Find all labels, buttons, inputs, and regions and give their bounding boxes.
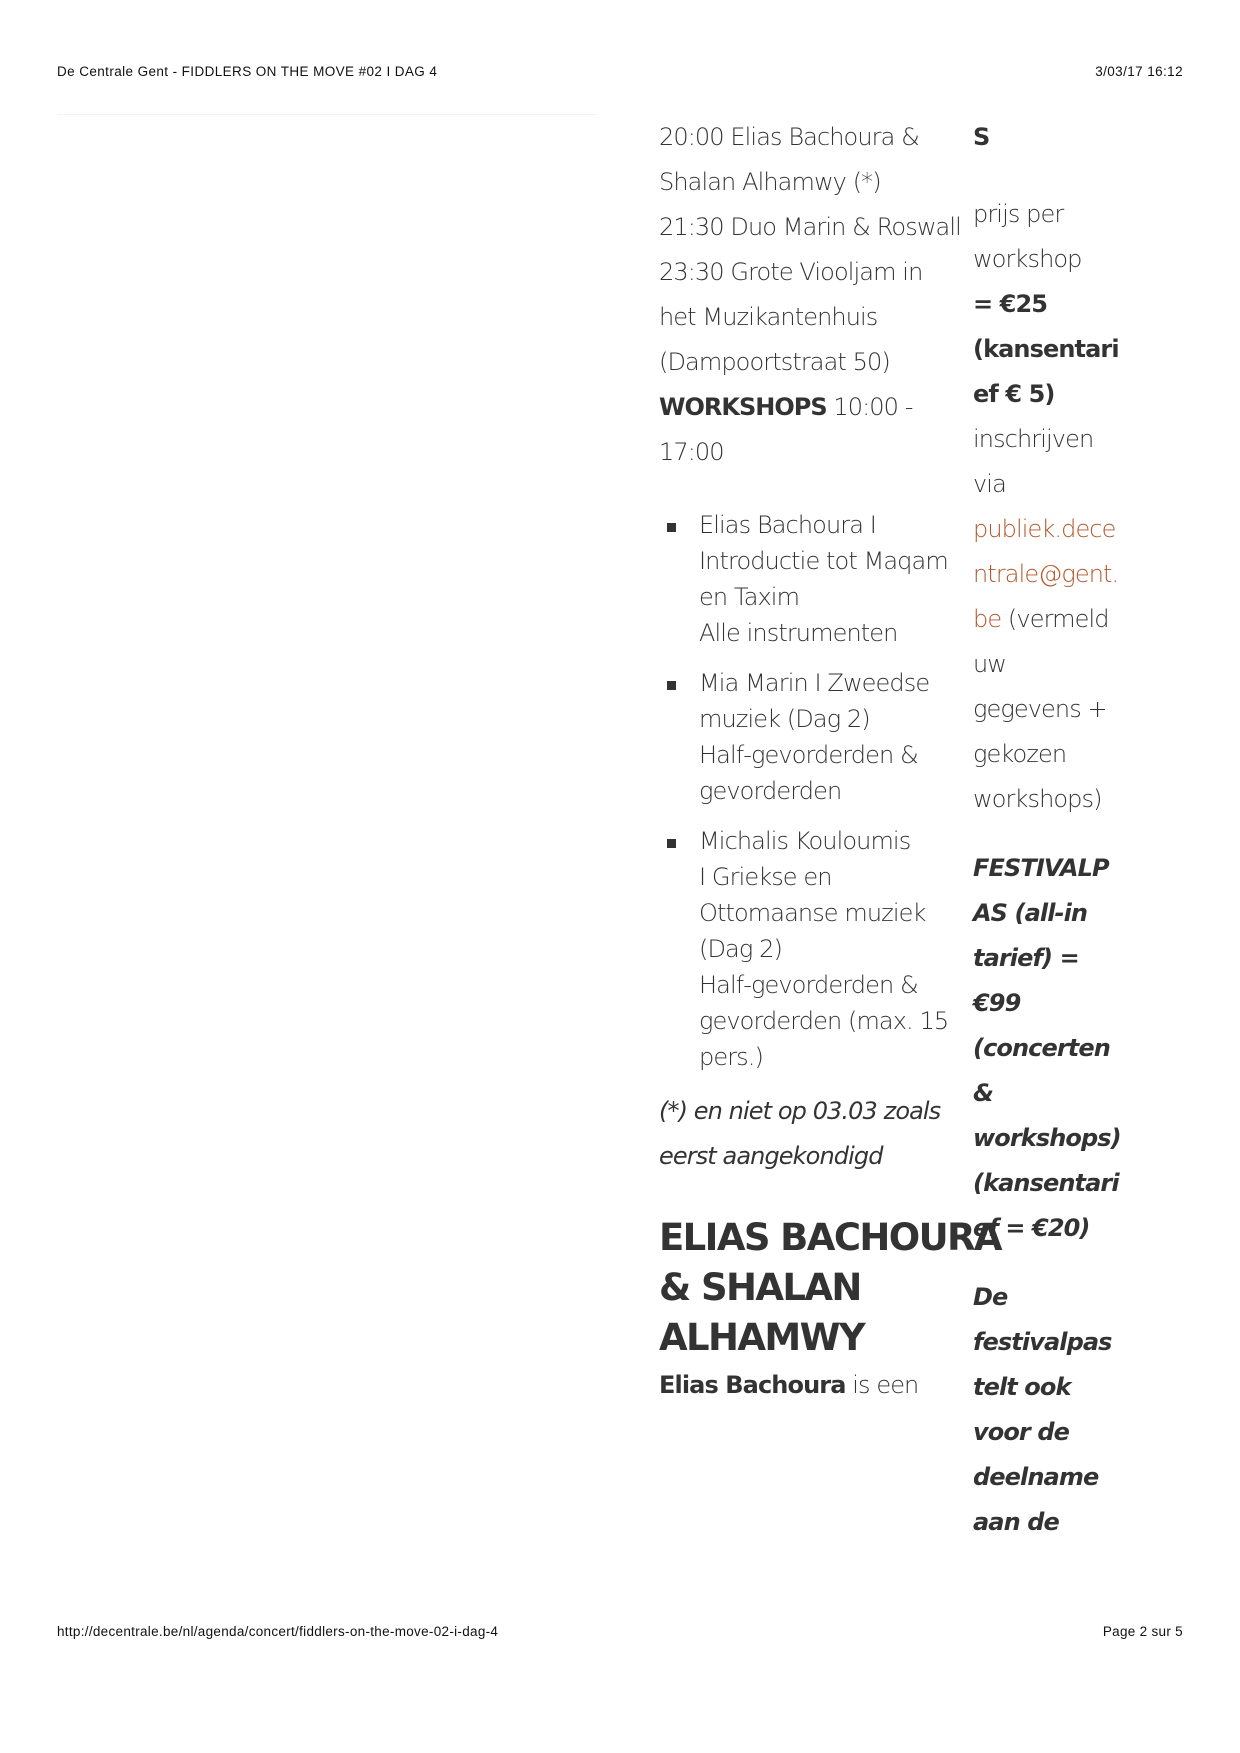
footnote	[659, 1089, 949, 1179]
workshop-line: gevorderden	[699, 777, 842, 805]
print-header-title: De Centrale Gent - FIDDLERS ON THE MOVE #02 I DAG 4	[57, 64, 438, 79]
festival-pass-note-line: voor de	[973, 1418, 1069, 1446]
program-schedule	[659, 115, 961, 385]
print-footer-url: http://decentrale.be/nl/agenda/concert/fiddlers-on-the-move-02-i-dag-4	[57, 1624, 499, 1639]
sidebar-column	[973, 115, 1123, 1545]
festival-pass-note-line: telt ook	[973, 1373, 1071, 1401]
festival-pass-line: €99	[973, 989, 1021, 1017]
print-header-datetime: 3/03/17 16:12	[1095, 64, 1183, 79]
artist-intro-text: is een	[845, 1371, 919, 1399]
signup-line: gegevens +	[973, 695, 1107, 723]
workshop-line: Ottomaanse muziek	[699, 899, 926, 927]
footnote-line: (*) en niet op 03.03 zoals	[659, 1097, 941, 1125]
workshop-line: Introductie tot Maqam	[699, 547, 948, 575]
spacer	[973, 822, 1123, 846]
price-line: (kansentari	[973, 335, 1119, 363]
list-item	[699, 507, 949, 651]
program-line: 23:30 Grote Viooljam in	[659, 258, 923, 286]
workshop-line: Half-gevorderden &	[699, 741, 918, 769]
signup-line: (vermeld	[1001, 605, 1109, 633]
price-line: prijs per	[973, 200, 1064, 228]
email-link[interactable]: publiek.dece	[973, 515, 1116, 543]
workshop-line: Elias Bachoura I	[699, 511, 876, 539]
workshop-line: Mia Marin I Zweedse	[699, 669, 930, 697]
divider	[57, 114, 597, 115]
list-item	[699, 665, 949, 809]
artist-heading-line: ELIAS BACHOURA	[659, 1216, 1001, 1259]
festival-pass-note-line: festivalpas	[973, 1328, 1112, 1356]
workshops-label: WORKSHOPS	[659, 393, 827, 421]
program-line: 20:00 Elias Bachoura &	[659, 123, 919, 151]
festival-pass-line: ef = €20)	[973, 1214, 1090, 1242]
workshops-heading	[659, 385, 949, 475]
festival-pass-line: (kansentari	[973, 1169, 1119, 1197]
workshop-list	[659, 507, 949, 1075]
workshop-line: pers.)	[699, 1043, 763, 1071]
spacer	[973, 1251, 1123, 1275]
email-link[interactable]: ntrale@gent.	[973, 560, 1119, 588]
email-link[interactable]: be	[973, 605, 1002, 633]
workshop-line: (Dag 2)	[699, 935, 782, 963]
workshop-line: Half-gevorderden &	[699, 971, 918, 999]
workshop-line: Michalis Kouloumis	[699, 827, 911, 855]
workshop-line: Alle instrumenten	[699, 619, 898, 647]
price-line: ef € 5)	[973, 380, 1055, 408]
workshop-line: I Griekse en	[699, 863, 832, 891]
workshops-time-start: 10:00 -	[833, 393, 913, 421]
artist-name: Elias Bachoura	[659, 1371, 846, 1399]
print-footer-page: Page 2 sur 5	[1102, 1624, 1183, 1639]
sidebar-heading-fragment: S	[973, 123, 990, 151]
signup-line: via	[973, 470, 1006, 498]
festival-pass-line: tarief) =	[973, 944, 1079, 972]
festival-pass-note-line: aan de	[973, 1508, 1059, 1536]
price-line: workshop	[973, 245, 1082, 273]
program-line: (Dampoortstraat 50)	[659, 348, 890, 376]
signup-line: uw	[973, 650, 1007, 678]
price-line: = €25	[973, 290, 1048, 318]
festival-pass-note-line: De	[973, 1283, 1008, 1311]
artist-intro	[659, 1363, 949, 1408]
bullet-icon	[667, 681, 676, 690]
festival-pass-note-line: deelname	[973, 1463, 1099, 1491]
artist-heading-line: ALHAMWY	[659, 1316, 865, 1359]
program-line: Shalan Alhamwy (*)	[659, 168, 881, 196]
festival-pass-line: FESTIVALP	[973, 854, 1109, 882]
bullet-icon	[667, 839, 676, 848]
signup-line: gekozen	[973, 740, 1067, 768]
workshop-line: en Taxim	[699, 583, 800, 611]
footnote-line: eerst aangekondigd	[659, 1142, 883, 1170]
program-line: 21:30 Duo Marin & Roswall	[659, 213, 961, 241]
signup-line: inschrijven	[973, 425, 1094, 453]
festival-pass-line: (concerten	[973, 1034, 1110, 1062]
workshop-line: muziek (Dag 2)	[699, 705, 870, 733]
signup-line: workshops)	[973, 785, 1102, 813]
program-line: het Muzikantenhuis	[659, 303, 878, 331]
festival-pass-line: &	[973, 1079, 994, 1107]
list-item	[699, 823, 949, 1075]
festival-pass-line: workshops)	[973, 1124, 1121, 1152]
festival-pass-line: AS (all-in	[973, 899, 1088, 927]
spacer	[973, 160, 1123, 192]
artist-heading-line: & SHALAN	[659, 1266, 861, 1309]
bullet-icon	[667, 523, 676, 532]
workshop-line: gevorderden (max. 15	[699, 1007, 949, 1035]
workshops-time-end: 17:00	[659, 438, 724, 466]
